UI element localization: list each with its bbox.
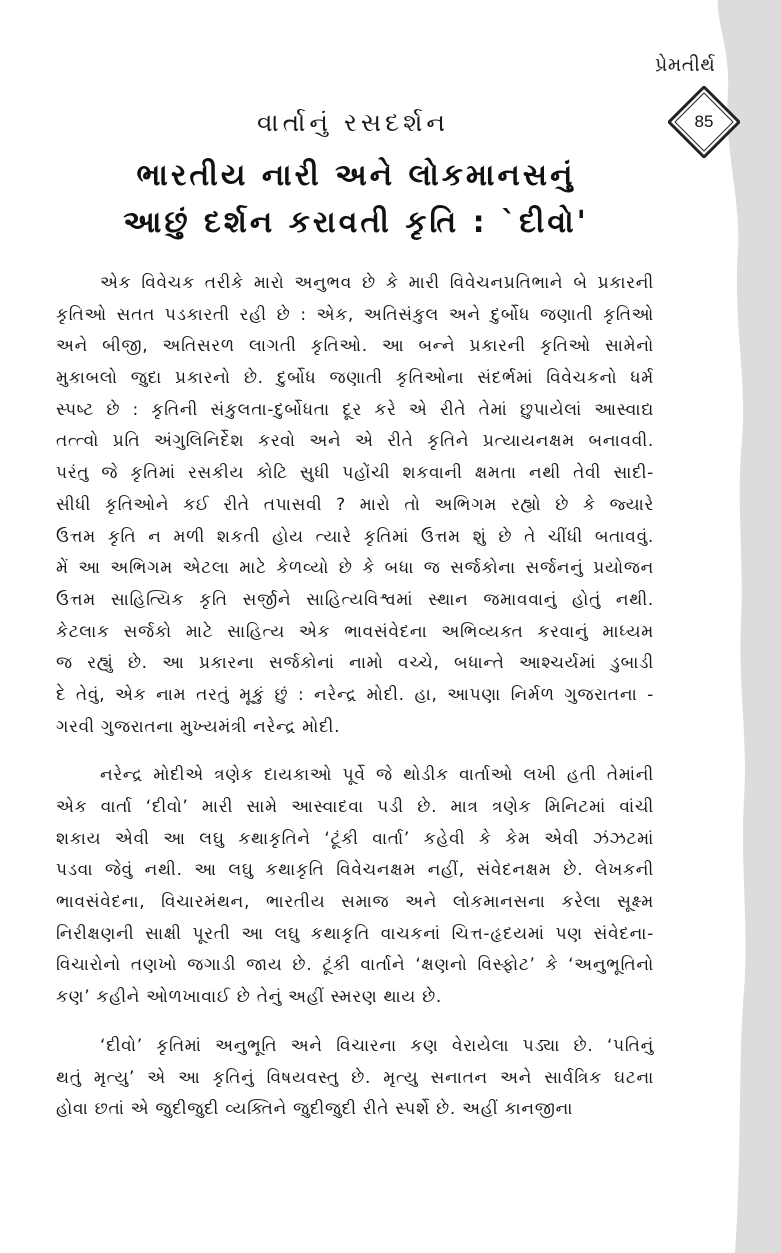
- text-line: ‘દીવો’ કૃતિમાં અનુભૂતિ અને વિચારના કણ વેરાયેલા પડ્યા છે. ‘પતિનું: [100, 1035, 654, 1056]
- text-line: એક વાર્તા ‘દીવો’ મારી સામે આસ્વાદવા પડી છે. માત્ર ત્રણેક મિનિટમાં વાંચી: [56, 797, 654, 817]
- running-head: પ્રેમતીર્થ: [655, 54, 716, 76]
- text-line: પરંતુ જે કૃતિમાં રસકીય કોટિ સુધી પહોંચી શકવાની ક્ષમતા નથી તેવી સાદી-: [56, 463, 654, 484]
- text-line: અને બીજી, અતિસરળ લાગતી કૃતિઓ. આ બન્ને પ્રકારની કૃતિઓ સામેનો: [56, 336, 654, 357]
- text-line: ગરવી ગુજરાતના મુખ્યમંત્રી નરેન્દ્ર મોદી.: [56, 716, 341, 737]
- text-line: હોવા છતાં એ જુદીજુદી વ્યક્તિને જુદીજુદી રીતે સ્પર્શે છે. અહીં કાનજીના: [56, 1099, 574, 1120]
- series-heading: વાર્તાનું રસદર્શન: [256, 108, 450, 137]
- text-line: કેટલાક સર્જકો માટે સાહિત્ય એક ભાવસંવેદના અભિવ્યક્ત કરવાનું માધ્યમ: [56, 621, 654, 642]
- text-line: તત્ત્વો પ્રતિ અંગુલિનિર્દેશ કરવો અને એ રીતે કૃતિને પ્રત્યાયનક્ષમ બનાવવી.: [56, 431, 654, 452]
- text-line: નિરીક્ષણની સાક્ષી પૂરતી આ લઘુ કથાકૃતિ વાચકનાં ચિત્ત-હૃદયમાં પણ સંવેદના-: [56, 923, 654, 944]
- text-line: થતું મૃત્યુ’ એ આ કૃતિનું વિષયવસ્તુ છે. મૃત્યુ સનાતન અને સાર્વત્રિક ઘટના: [56, 1067, 654, 1088]
- paragraph-gap: [56, 1022, 654, 1031]
- text-line: એક વિવેચક તરીકે મારો અનુભવ છે કે મારી વિવેચનપ્રતિભાને બે પ્રકારની: [100, 273, 654, 293]
- text-line: શકાય એવી આ લઘુ કથાકૃતિને ‘ટૂંકી વાર્તા’ કહેવી કે કેમ એવી ઝંઝટમાં: [56, 828, 654, 849]
- text-line: મુકાબલો જુદા પ્રકારનો છે. દુર્બોધ જણાતી કૃતિઓના સંદર્ભમાં વિવેચકનો ધર્મ: [56, 368, 654, 389]
- paragraph: [56, 1031, 654, 1126]
- paragraph-gap: [56, 751, 654, 760]
- paragraph: [56, 268, 654, 743]
- text-line: સ્પષ્ટ છે : કૃતિની સંકુલતા-દુર્બોધતા દૂર કરે એ રીતે તેમાં છુપાયેલાં આસ્વાદ્ય: [56, 399, 654, 420]
- text-line: સીધી કૃતિઓને કઈ રીતે તપાસવી ? મારો તો અભિગમ રહ્યો છે કે જ્યારે: [56, 494, 654, 515]
- article-body: [56, 268, 654, 1134]
- text-line: કણ’ કહીને ઓળખાવાઈ છે તેનું અહીં સ્મરણ થાય છે.: [56, 987, 443, 1008]
- text-line: દે તેવું, એક નામ તરતું મૂકું છું : નરેન્દ્ર મોદી. હા, આપણા નિર્મળ ગુજરાતના -: [56, 684, 654, 705]
- page-number: 85: [694, 112, 714, 131]
- text-line: નરેન્દ્ર મોદીએ ત્રણેક દાયકાઓ પૂર્વે જે થોડીક વાર્તાઓ લખી હતી તેમાંની: [100, 765, 654, 786]
- text-line: કૃતિઓ સતત પડકારતી રહી છે : એક, અતિસંકુલ અને દુર્બોધ જણાતી કૃતિઓ: [56, 304, 654, 325]
- text-line: પડવા જેવું નથી. આ લઘુ કથાકૃતિ વિવેચનક્ષમ નહીં, સંવેદનક્ષમ છે. લેખકની: [56, 860, 654, 881]
- paragraph: [56, 760, 654, 1014]
- article-title-line-1: ભારતીય નારી અને લોકમાનસનું: [136, 158, 576, 193]
- text-line: ઉત્તમ કૃતિ ન મળી શકતી હોય ત્યારે કૃતિમાં ઉત્તમ શું છે તે ચીંધી બતાવવું.: [56, 526, 654, 547]
- text-line: વિચારોનો તણખો જગાડી જાય છે. ટૂંકી વાર્તાને ‘ક્ષણનો વિસ્ફોટ’ કે ‘અનુભૂતિનો: [56, 955, 654, 976]
- text-line: મેં આ અભિગમ એટલા માટે કેળવ્યો છે કે બધા જ સર્જકોના સર્જનનું પ્રયોજન: [56, 558, 654, 579]
- article-title-line-2: આછું દર્શન કરાવતી કૃતિ : `દીવો': [123, 205, 589, 240]
- text-line: ભાવસંવેદના, વિચારમંથન, ભારતીય સમાજ અને લોકમાનસના કરેલા સૂક્ષ્મ: [56, 892, 654, 913]
- text-line: જ રહ્યું છે. આ પ્રકારના સર્જકોનાં નામો વચ્ચે, બધાન્તે આશ્ચર્યમાં ડુબાડી: [56, 653, 654, 674]
- text-line: ઉત્તમ સાહિત્યિક કૃતિ સર્જીને સાહિત્યવિશ્વમાં સ્થાન જમાવવાનું હોતું નથી.: [56, 589, 654, 610]
